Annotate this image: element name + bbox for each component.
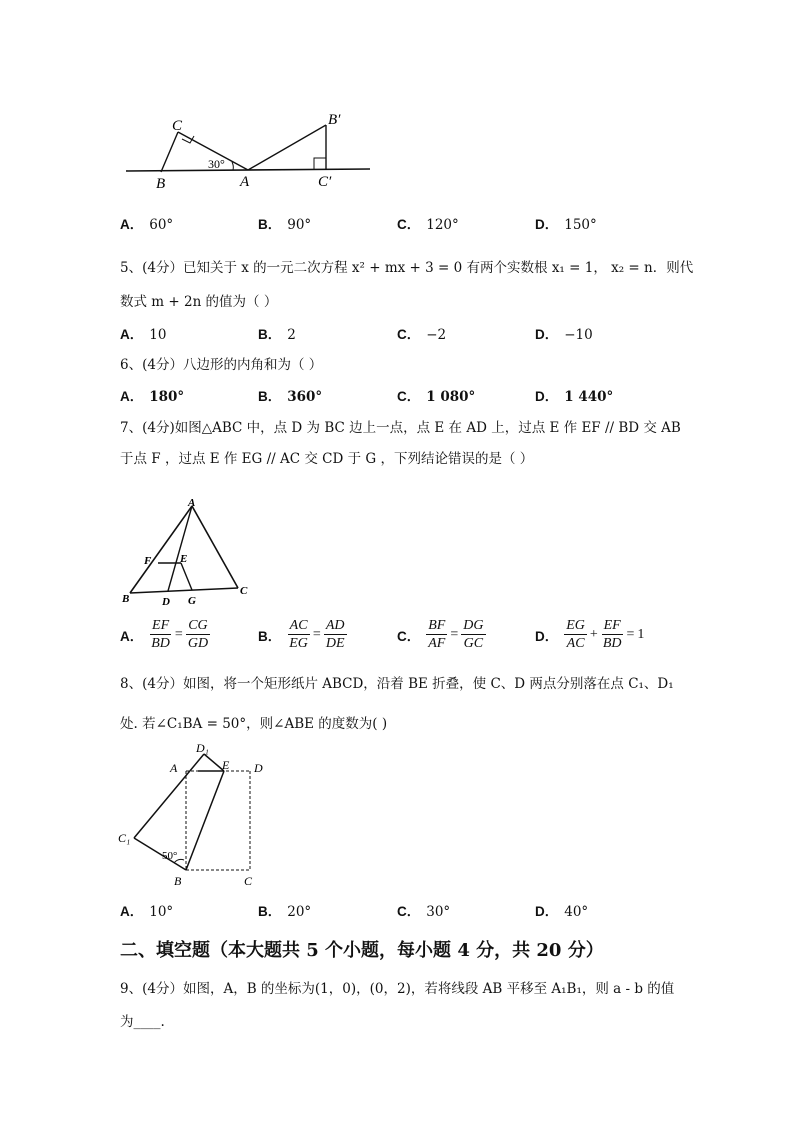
option-letter: A． [120, 327, 144, 342]
option-text: 60° [149, 217, 174, 233]
label-C-prime: C′ [318, 174, 332, 190]
q7-line1: 7、(4分)如图△ABC 中，点 D 为 BC 边上一点，点 E 在 AD 上，过点 E 作 EF // BD 交 AB [120, 420, 681, 436]
rhs-value: 1 [637, 626, 645, 642]
label-E: E [222, 758, 230, 772]
option-letter: B． [258, 217, 282, 232]
q7-line2: 于点 F ，过点 E 作 EG // AC 交 CD 于 G ，下列结论错误的是（ ） [120, 451, 534, 467]
option-letter: D． [535, 628, 559, 644]
option-text: −10 [564, 327, 593, 343]
option-letter: A． [120, 628, 144, 644]
denominator: DE [325, 636, 345, 651]
option-letter: A． [120, 389, 144, 404]
label-G: G [188, 595, 196, 607]
option-letter: D． [535, 217, 559, 232]
figure-q8 [114, 736, 274, 890]
q5-option-c [397, 323, 446, 343]
option-letter: B． [258, 327, 282, 342]
numerator: EF [152, 618, 170, 633]
option-text: 360° [287, 389, 323, 405]
label-C1: C₁ [118, 831, 131, 845]
fraction [149, 617, 172, 652]
option-text: 90° [287, 217, 312, 233]
option-text: 180° [149, 389, 185, 405]
option-text: 40° [564, 904, 589, 920]
q8-option-b [258, 900, 311, 920]
denominator: AF [428, 636, 446, 651]
numerator: EF [603, 618, 621, 633]
fraction [601, 617, 624, 652]
q7-option-d: D． $\frac{EG}{AC}$ + $\frac{EF}{BD}$ = 1 [535, 618, 645, 651]
figure-q7 [118, 496, 258, 610]
q6-line1: 6、(4分）八边形的内角和为（ ） [120, 357, 323, 373]
option-text: 1 440° [564, 389, 614, 405]
option-letter: D． [535, 327, 559, 342]
option-text: 10° [149, 904, 174, 920]
label-B: B [174, 874, 182, 888]
q9-line2: 为____. [120, 1014, 165, 1030]
fraction [461, 617, 485, 652]
label-C: C [240, 585, 248, 597]
option-text: 30° [426, 904, 451, 920]
q6-option-c [397, 385, 475, 405]
q8-line1: 8、(4分）如图，将一个矩形纸片 ABCD，沿着 BE 折叠，使 C、D 两点分别落在点 C₁、D₁ [120, 676, 674, 692]
denominator: GD [187, 636, 209, 651]
label-F: F [144, 555, 152, 567]
angle-label: 30° [208, 157, 225, 171]
q9-line1: 9、(4分）如图，A，B 的坐标为(1，0)，(0，2)，若将线段 AB 平移至 A₁B₁，则 a - b 的值 [120, 981, 675, 997]
q5-option-b [258, 323, 296, 343]
fraction [287, 617, 310, 652]
denominator: AC [566, 636, 585, 651]
q8-option-c [397, 900, 450, 920]
option-text: 20° [287, 904, 312, 920]
numerator: BF [428, 618, 446, 633]
label-E: E [180, 553, 188, 565]
section-title: 二、填空题（本大题共 5 个小题，每小题 4 分，共 20 分） [120, 940, 604, 961]
option-letter: C． [397, 628, 421, 644]
fraction [186, 617, 210, 652]
label-A: A [188, 497, 196, 509]
label-B: B [156, 176, 166, 192]
q8-line2: 处. 若∠C₁BA = 50°，则∠ABE 的度数为( ) [120, 716, 388, 732]
option-letter: C． [397, 904, 421, 919]
option-text: 150° [564, 217, 597, 233]
label-C: C [172, 118, 183, 134]
option-letter: D． [535, 389, 559, 404]
numerator: EG [566, 618, 585, 633]
denominator: EG [289, 636, 308, 651]
option-letter: A． [120, 217, 144, 232]
q6-option-b [258, 385, 322, 405]
option-letter: B． [258, 389, 282, 404]
label-A: A [240, 174, 250, 190]
numerator: AC [289, 618, 308, 633]
label-B: B [122, 593, 130, 605]
denominator: BD [151, 636, 170, 651]
figure-q4 [120, 98, 380, 194]
q8-option-d [535, 900, 588, 920]
option-letter: B． [258, 904, 282, 919]
option-letter: D． [535, 904, 559, 919]
q7-option-c: C． $\frac{BF}{AF}$ = $\frac{DG}{GC}$ [397, 618, 484, 651]
q4-option-c [397, 213, 459, 233]
q6-option-a [120, 385, 184, 405]
option-text: 1 080° [426, 389, 476, 405]
q4-option-d [535, 213, 597, 233]
label-D1: D₁ [196, 741, 209, 755]
q6-option-d [535, 385, 613, 405]
option-text: 10 [149, 327, 167, 343]
numerator: DG [463, 618, 484, 633]
q5-line2: 数式 m + 2n 的值为（ ） [120, 294, 278, 310]
label-C: C [244, 874, 253, 888]
q5-line1: 5、(4分）已知关于 x 的一元二次方程 x² + mx + 3 = 0 有两个实数根 x₁ = 1， x₂ = n．则代 [120, 260, 694, 276]
fraction [426, 617, 447, 652]
option-text: −2 [426, 327, 447, 343]
option-text: 120° [426, 217, 459, 233]
numerator: CG [188, 618, 208, 633]
fraction [564, 617, 587, 652]
option-letter: C． [397, 217, 421, 232]
label-D: D [162, 596, 170, 608]
angle-label: 50° [162, 850, 178, 862]
q5-option-d [535, 323, 593, 343]
fraction [324, 617, 347, 652]
q8-option-a [120, 900, 173, 920]
option-letter: C． [397, 327, 421, 342]
denominator: BD [602, 636, 622, 651]
denominator: GC [463, 636, 484, 651]
label-A: A [170, 761, 178, 775]
q7-option-b: B． $\frac{AC}{EG}$ = $\frac{AD}{DE}$ [258, 618, 345, 651]
option-letter: B． [258, 628, 282, 644]
label-B-prime: B′ [328, 112, 341, 128]
q4-option-a [120, 213, 173, 233]
option-letter: A． [120, 904, 144, 919]
option-text: 2 [287, 327, 296, 343]
numerator: AD [325, 618, 345, 633]
option-letter: C． [397, 389, 421, 404]
q5-option-a [120, 323, 166, 343]
q4-option-b [258, 213, 311, 233]
label-D: D [254, 761, 263, 775]
q7-option-a: A． $\frac{EF}{BD}$ = $\frac{CG}{GD}$ [120, 618, 209, 651]
